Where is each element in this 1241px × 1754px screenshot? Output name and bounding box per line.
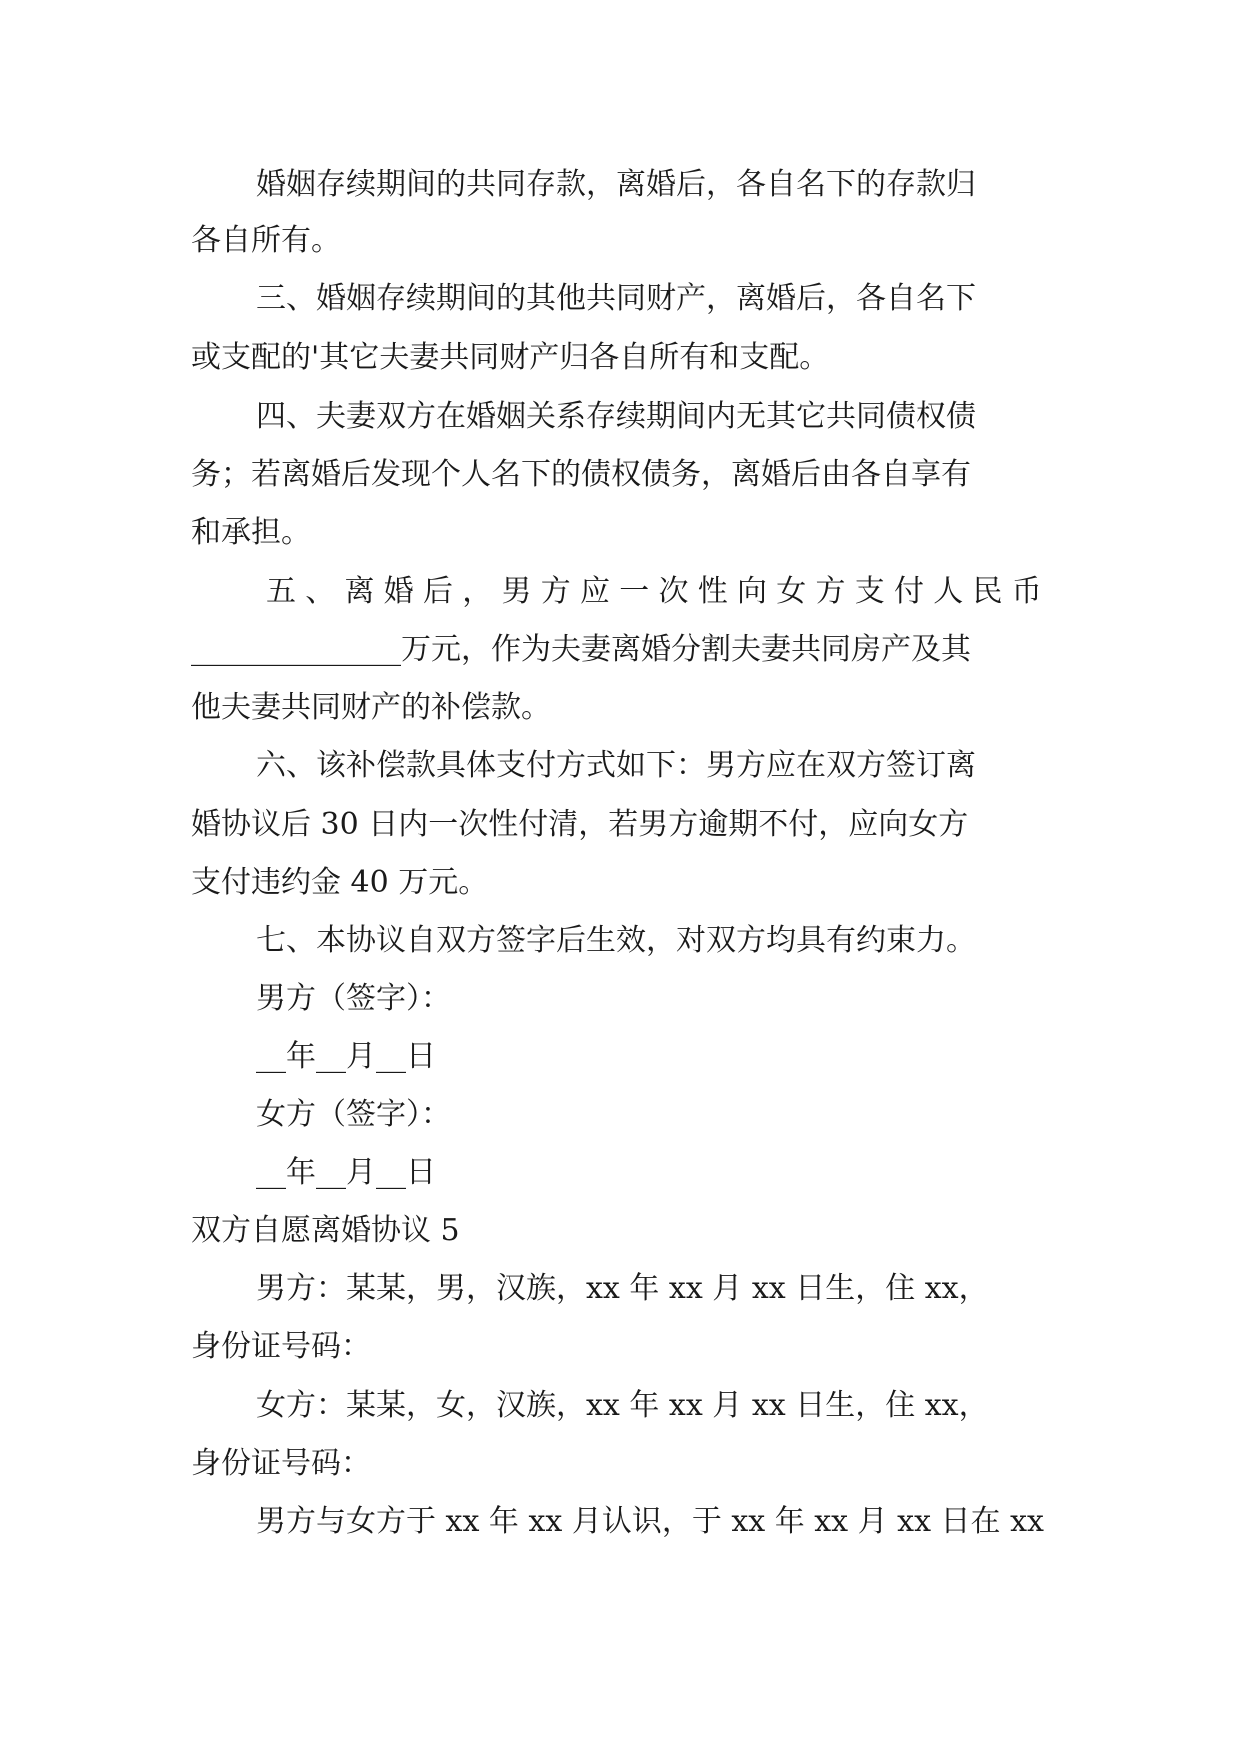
clause-5-char: 后 (423, 574, 453, 609)
clause-4-line: 和承担。 (191, 515, 311, 550)
clause-5-char: 女 (776, 574, 807, 609)
marriage-history-line: 男方与女方于 xx 年 xx 月认识，于 xx 年 xx 月 xx 日在 xx (256, 1504, 1044, 1539)
clause-6-line: 婚协议后 30 日内一次性付清，若男方逾期不付，应向女方 (191, 807, 969, 842)
clause-5-char: 向 (737, 574, 767, 609)
clause-7-line: 七、本协议自双方签字后生效，对双方均具有约束力。 (256, 923, 976, 958)
clause-5-char: 支 (854, 574, 885, 609)
clause-5-char: 方 (815, 574, 846, 609)
clause-5-line: 他夫妻共同财产的补偿款。 (191, 690, 551, 725)
clause-6-line: 支付违约金 40 万元。 (191, 865, 489, 900)
clause-5-char: 付 (894, 574, 924, 609)
clause-5-char: 次 (658, 574, 689, 609)
female-signature-date: __年__月__日 (256, 1155, 436, 1190)
clause-5-char: 离 (344, 574, 375, 609)
female-signature-label: 女方（签字）： (256, 1097, 451, 1132)
clause-3-line: 三、婚姻存续期间的其他共同财产，离婚后，各自名下 (256, 281, 976, 316)
clause-5-char: 性 (697, 574, 728, 609)
clause-5-char: 方 (540, 574, 571, 609)
clause-5-char: 一 (619, 574, 650, 609)
clause-3-line: 或支配的'其它夫妻共同财产归各自所有和支配。 (191, 340, 830, 375)
female-party-line: 女方：某某，女，汉族，xx 年 xx 月 xx 日生，住 xx， (256, 1388, 989, 1423)
clause-5-char: 婚 (383, 574, 414, 609)
paragraph-line: 各自所有。 (191, 223, 341, 258)
clause-5-char: 民 (972, 574, 1003, 609)
clause-6-line: 六、该补偿款具体支付方式如下：男方应在双方签订离 (256, 748, 976, 783)
clause-5-char: 币 (1011, 574, 1042, 609)
male-id-line: 身份证号码： (191, 1329, 371, 1364)
clause-5-char: 五 (266, 574, 296, 609)
clause-5-line (266, 572, 1042, 612)
clause-5-char: 、 (305, 574, 336, 609)
male-party-line: 男方：某某，男，汉族，xx 年 xx 月 xx 日生，住 xx， (256, 1271, 989, 1306)
clause-5-char: 应 (580, 574, 610, 609)
female-id-line: 身份证号码： (191, 1446, 371, 1481)
section-heading: 双方自愿离婚协议 5 (191, 1213, 460, 1248)
clause-5-line: ______________万元，作为夫妻离婚分割夫妻共同房产及其 (191, 632, 971, 667)
male-signature-date: __年__月__日 (256, 1039, 436, 1074)
paragraph-line: 婚姻存续期间的共同存款，离婚后，各自名下的存款归 (256, 167, 976, 202)
clause-4-line: 务；若离婚后发现个人名下的债权债务，离婚后由各自享有 (191, 457, 971, 492)
clause-4-line: 四、夫妻双方在婚姻关系存续期间内无其它共同债权债 (256, 399, 976, 434)
male-signature-label: 男方（签字）： (256, 981, 451, 1016)
clause-5-char: ， (462, 574, 493, 609)
clause-5-char: 男 (501, 574, 532, 609)
clause-5-char: 人 (933, 574, 964, 609)
